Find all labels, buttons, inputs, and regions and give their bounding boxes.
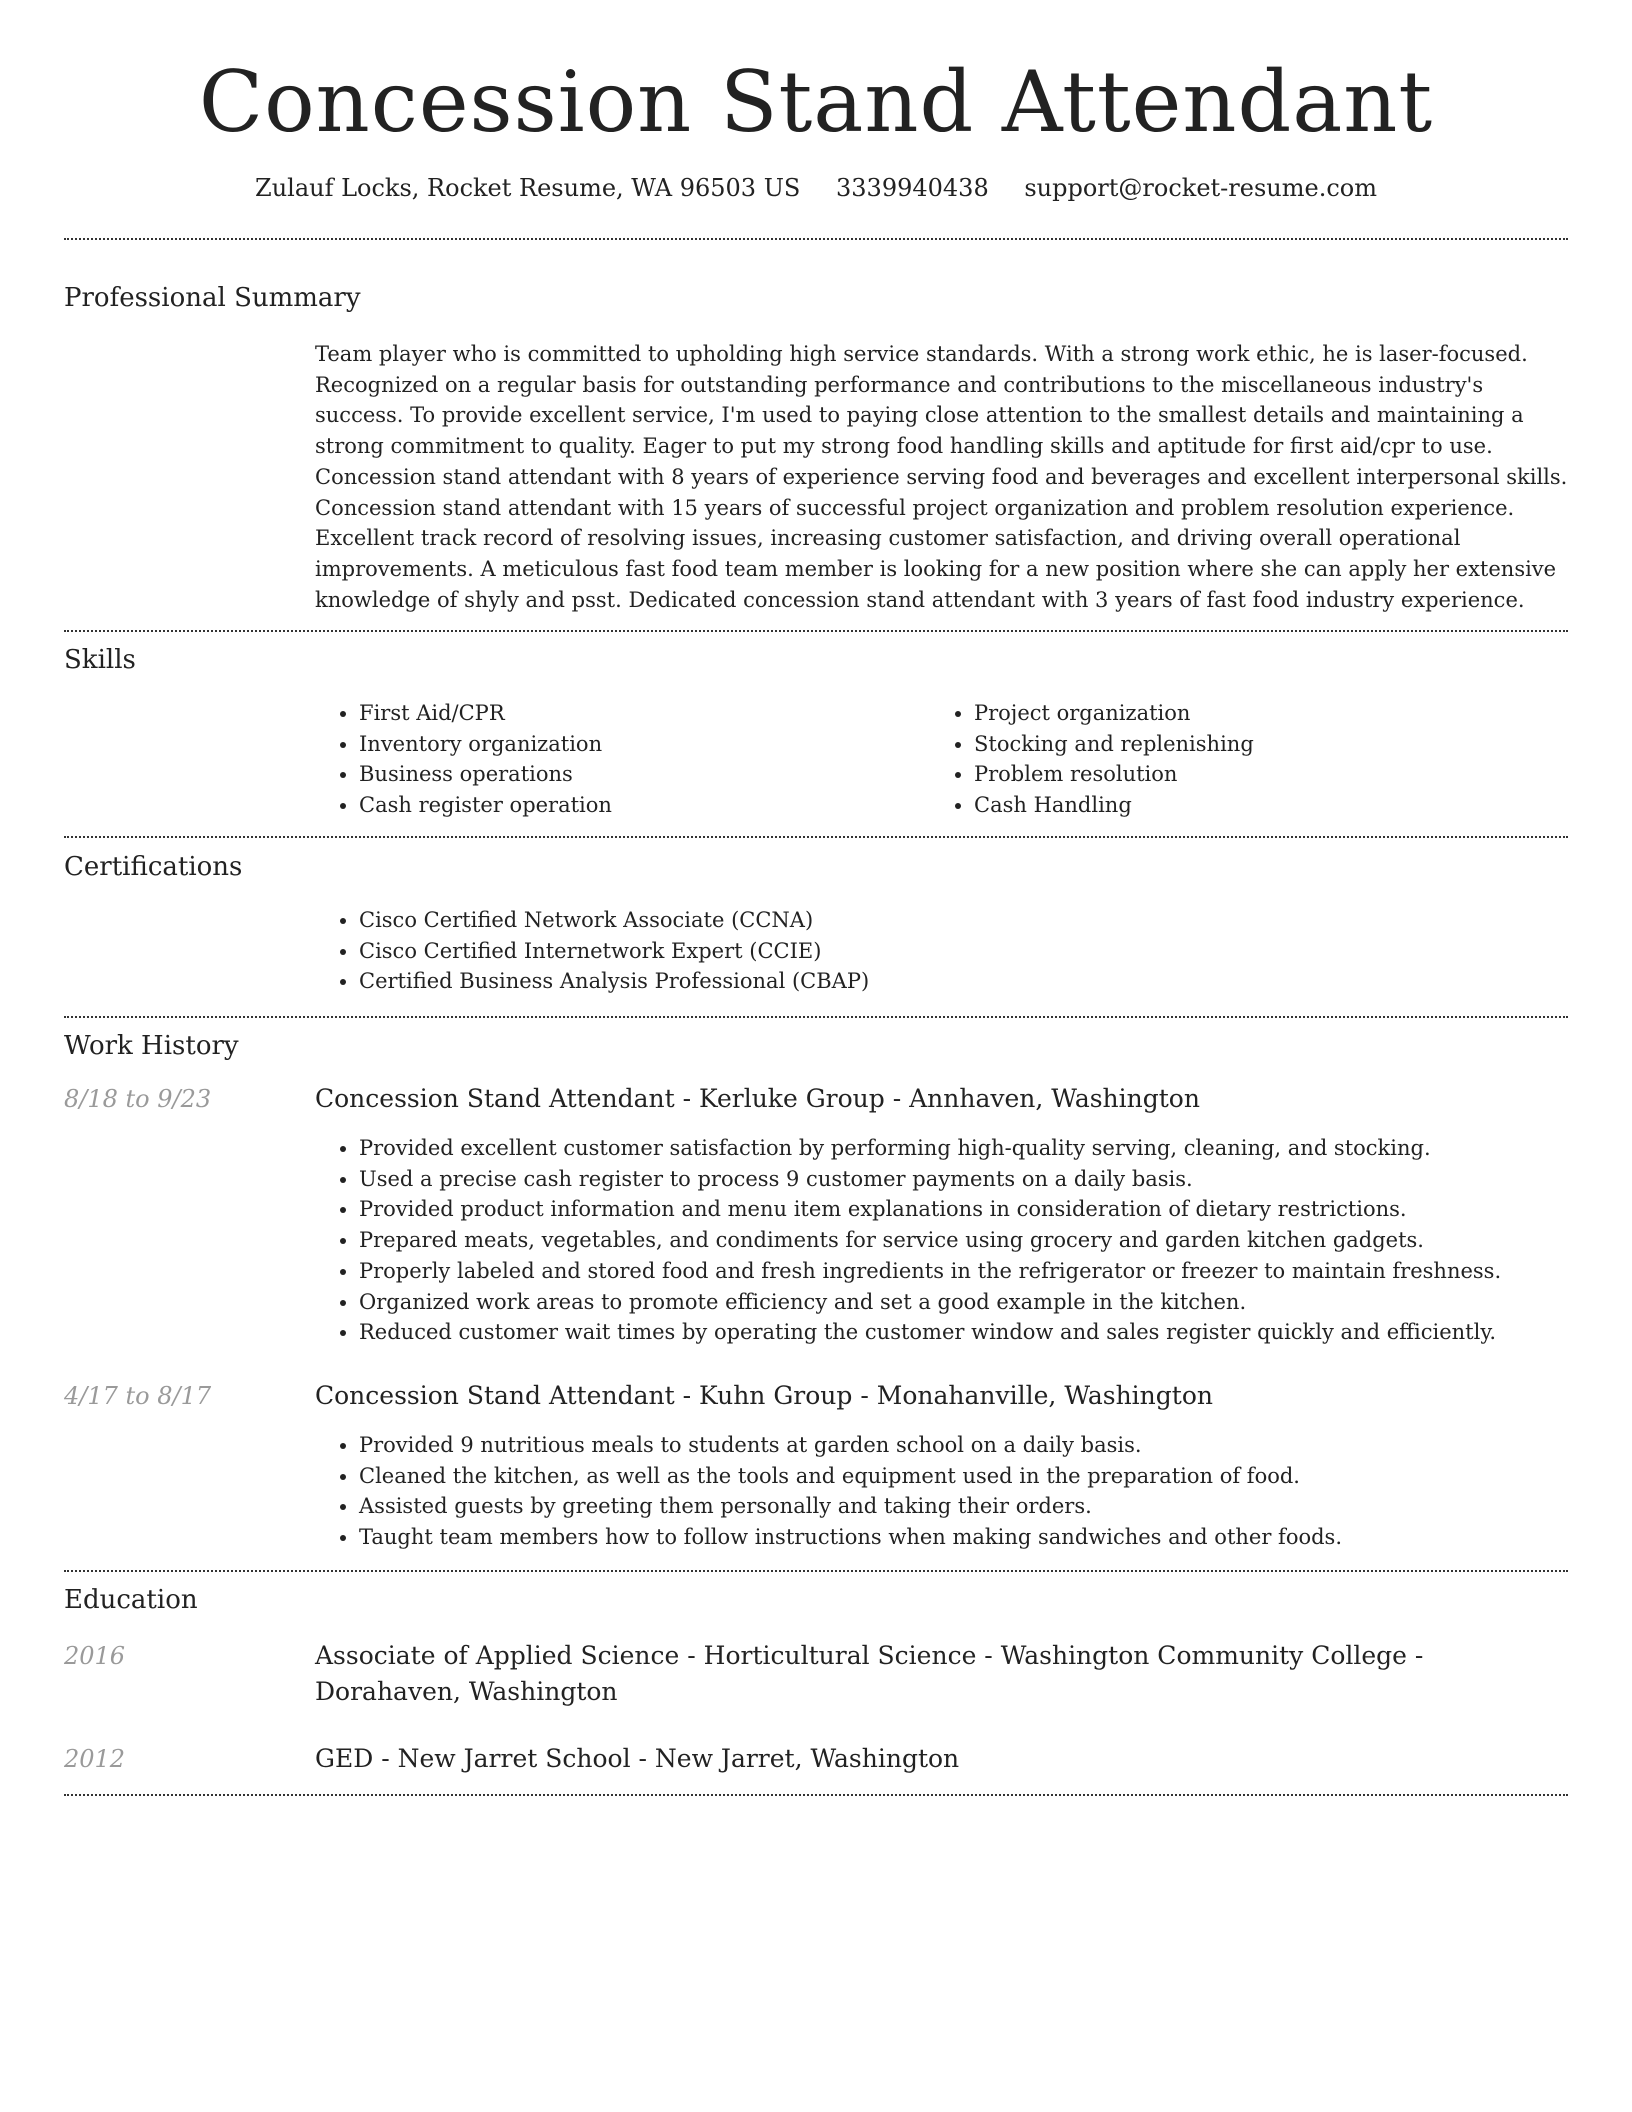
skill-item: • Stocking and replenishing	[974, 729, 1545, 760]
skills-list-left	[315, 698, 930, 821]
certification-item: • Certified Business Analysis Professional (CBAP)	[359, 966, 1568, 997]
skill-item: • Project organization	[974, 698, 1545, 729]
skills-column-left	[315, 698, 930, 821]
job-dates: 4/17 to 8/17	[64, 1382, 212, 1410]
work-history-divider	[64, 1570, 1568, 1572]
skills-list-right	[930, 698, 1545, 821]
skill-item: • Problem resolution	[974, 759, 1545, 790]
summary-divider	[64, 630, 1568, 632]
skills-grid	[315, 698, 1568, 821]
job-bullet: • Provided excellent customer satisfaction by performing high-quality serving, cleaning, and stocking.	[359, 1133, 1568, 1164]
certification-item: • Cisco Certified Internetwork Expert (CCIE)	[359, 936, 1568, 967]
job-bullet: • Provided 9 nutritious meals to students at garden school on a daily basis.	[359, 1430, 1568, 1461]
education-year: 2016	[64, 1642, 126, 1670]
certifications-list	[315, 905, 1568, 997]
job-bullets	[315, 1133, 1568, 1348]
certifications-heading: Certifications	[64, 852, 243, 882]
job-dates: 8/18 to 9/23	[64, 1085, 212, 1113]
education-divider	[64, 1794, 1568, 1796]
job-bullet: • Properly labeled and stored food and fresh ingredients in the refrigerator or freezer to maintain freshness.	[359, 1256, 1568, 1287]
education-year: 2012	[64, 1745, 126, 1773]
contact-email: support@rocket-resume.com	[1024, 174, 1377, 202]
job-bullets	[315, 1430, 1568, 1553]
certification-item: • Cisco Certified Network Associate (CCNA)	[359, 905, 1568, 936]
work-history-heading: Work History	[64, 1031, 239, 1061]
education-degree: GED - New Jarret School - New Jarret, Washington	[315, 1744, 960, 1773]
certifications-divider	[64, 1016, 1568, 1018]
certifications-section	[315, 905, 1568, 997]
skill-item: • Business operations	[359, 759, 930, 790]
contact-line	[64, 172, 1568, 204]
education-degree: Associate of Applied Science - Horticultural Science - Washington Community College - Dorahaven, Washington	[315, 1641, 1424, 1706]
contact-phone: 3339940438	[836, 174, 989, 202]
skills-divider	[64, 836, 1568, 838]
job-title: Concession Stand Attendant - Kerluke Group - Annhaven, Washington	[315, 1084, 1200, 1113]
job-bullet: • Provided product information and menu item explanations in consideration of dietary restrictions.	[359, 1194, 1568, 1225]
skill-item: • First Aid/CPR	[359, 698, 930, 729]
job-title: Concession Stand Attendant - Kuhn Group - Monahanville, Washington	[315, 1381, 1213, 1410]
skill-item: • Cash register operation	[359, 790, 930, 821]
candidate-name: Concession Stand Attendant	[198, 53, 1434, 151]
header-divider	[64, 238, 1568, 240]
job-bullet: • Assisted guests by greeting them personally and taking their orders.	[359, 1491, 1568, 1522]
contact-address: Zulauf Locks, Rocket Resume, WA 96503 US	[255, 174, 801, 202]
job-bullets-section	[315, 1430, 1568, 1553]
job-bullet: • Cleaned the kitchen, as well as the tools and equipment used in the preparation of food.	[359, 1461, 1568, 1492]
summary-heading: Professional Summary	[64, 283, 361, 313]
skill-item: • Inventory organization	[359, 729, 930, 760]
job-bullet: • Taught team members how to follow instructions when making sandwiches and other foods.	[359, 1522, 1568, 1553]
summary-section	[315, 339, 1568, 615]
job-bullet: • Used a precise cash register to process 9 customer payments on a daily basis.	[359, 1164, 1568, 1195]
summary-text: Team player who is committed to upholding high service standards. With a strong work ethic, he is laser-focused. Recognized on a regular basis for outstanding performance and contributions to the miscellaneous industry's success. To provide excellent service, I'm used to paying close attention to the smallest details and maintaining a strong commitment to quality. Eager to put my strong food handling skills and aptitude for first aid/cpr to use. Concession stand attendant with 8 years of experience serving food and beverages and excellent interpersonal skills. Concession stand attendant with 15 years of successful project organization and problem resolution experience. Excellent track record of resolving issues, increasing customer satisfaction, and driving overall operational improvements. A meticulous fast food team member is looking for a new position where she can apply her extensive knowledge of shyly and psst. Dedicated concession stand attendant with 3 years of fast food industry experience.	[315, 342, 1568, 612]
skills-column-right	[930, 698, 1545, 821]
skill-item: • Cash Handling	[974, 790, 1545, 821]
job-bullets-section	[315, 1133, 1568, 1348]
job-bullet: • Reduced customer wait times by operating the customer window and sales register quickly and efficiently.	[359, 1317, 1568, 1348]
job-bullet: • Prepared meats, vegetables, and condiments for service using grocery and garden kitchen gadgets.	[359, 1225, 1568, 1256]
skills-heading: Skills	[64, 645, 136, 675]
job-bullet: • Organized work areas to promote efficiency and set a good example in the kitchen.	[359, 1287, 1568, 1318]
education-heading: Education	[64, 1585, 198, 1615]
